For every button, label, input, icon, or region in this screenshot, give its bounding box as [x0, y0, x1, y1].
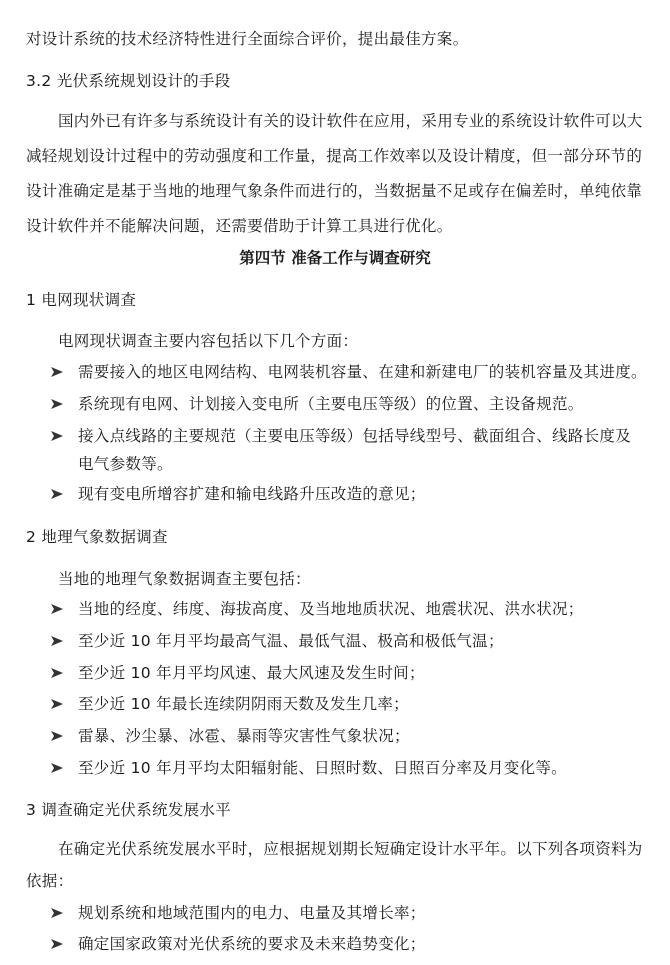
list-item-text: 接入点线路的主要规范（主要电压等级）包括导线型号、截面组合、线路长度及: [78, 427, 632, 445]
arrow-bullet-icon: [50, 761, 64, 775]
subsection-heading-2: 2 地理气象数据调查: [26, 528, 168, 546]
list-item: [50, 663, 425, 683]
list-item: [50, 934, 426, 954]
list-item-text: 系统现有电网、计划接入变电所（主要电压等级）的位置、主设备规范。: [78, 395, 584, 413]
list-item-text: 至少近 10 年最长连续阴阴雨天数及发生几率；: [78, 695, 409, 713]
list-item-continuation: 电气参数等。: [78, 455, 173, 473]
arrow-bullet-icon: [50, 365, 64, 379]
arrow-bullet-icon: [50, 487, 64, 501]
list-item-text: 规划系统和地域范围内的电力、电量及其增长率；: [78, 904, 426, 922]
paragraph-line: 在确定光伏系统发展水平时，应根据规划期长短确定设计水平年。以下列各项资料为: [58, 840, 643, 858]
subsection-heading-3: 3 调查确定光伏系统发展水平: [26, 801, 231, 819]
paragraph-line: 国内外已有许多与系统设计有关的设计软件在应用，采用专业的系统设计软件可以大: [58, 112, 643, 130]
subsection-heading-1: 1 电网现状调查: [26, 291, 137, 309]
arrow-bullet-icon: [50, 697, 64, 711]
paragraph-line: 减轻规划设计过程中的劳动强度和工作量，提高工作效率以及设计精度，但一部分环节的: [26, 147, 643, 165]
list-item-text: 需要接入的地区电网结构、电网装机容量、在建和新建电厂的装机容量及其进度。: [78, 363, 647, 381]
list-item-text: 至少近 10 年月平均太阳辐射能、日照时数、日照百分率及月变化等。: [78, 759, 567, 777]
list-item-text: 至少近 10 年月平均最高气温、最低气温、极高和极低气温；: [78, 632, 504, 650]
list-item-text: 确定国家政策对光伏系统的要求及未来趋势变化；: [78, 935, 426, 953]
list-item-text-block: [78, 426, 631, 474]
list-item: [50, 362, 647, 382]
list-item: [50, 694, 409, 714]
list-item: [50, 599, 584, 619]
arrow-bullet-icon: [50, 729, 64, 743]
paragraph-line: 设计软件并不能解决问题，还需要借助于计算工具进行优化。: [26, 217, 453, 235]
list-item: [50, 484, 426, 504]
arrow-bullet-icon: [50, 634, 64, 648]
intro-text: 电网现状调查主要内容包括以下几个方面：: [58, 332, 359, 350]
list-item: [50, 426, 631, 474]
list-item: [50, 631, 504, 651]
list-item: [50, 394, 584, 414]
arrow-bullet-icon: [50, 937, 64, 951]
section-title: 第四节 准备工作与调查研究: [239, 249, 431, 267]
arrow-bullet-icon: [50, 429, 64, 443]
list-item-text: 至少近 10 年月平均风速、最大风速及发生时间；: [78, 664, 425, 682]
arrow-bullet-icon: [50, 906, 64, 920]
list-item: [50, 726, 410, 746]
paragraph-line: 依据：: [26, 872, 74, 890]
list-item-text: 现有变电所增容扩建和输电线路升压改造的意见；: [78, 485, 426, 503]
list-item-text: 雷暴、沙尘暴、冰雹、暴雨等灾害性气象状况；: [78, 727, 410, 745]
arrow-bullet-icon: [50, 602, 64, 616]
list-item: [50, 758, 567, 778]
arrow-bullet-icon: [50, 397, 64, 411]
arrow-bullet-icon: [50, 666, 64, 680]
paragraph-line: 设计准确定是基于当地的地理气象条件而进行的，当数据量不足或存在偏差时，单纯依靠: [26, 182, 643, 200]
subsection-heading-3-2: 3.2 光伏系统规划设计的手段: [26, 72, 231, 90]
list-item: [50, 903, 426, 923]
intro-text: 当地的地理气象数据调查主要包括：: [58, 570, 311, 588]
body-text-line: 对设计系统的技术经济特性进行全面综合评价，提出最佳方案。: [26, 30, 469, 48]
list-item-text: 当地的经度、纬度、海拔高度、及当地地质状况、地震状况、洪水状况；: [78, 600, 584, 618]
